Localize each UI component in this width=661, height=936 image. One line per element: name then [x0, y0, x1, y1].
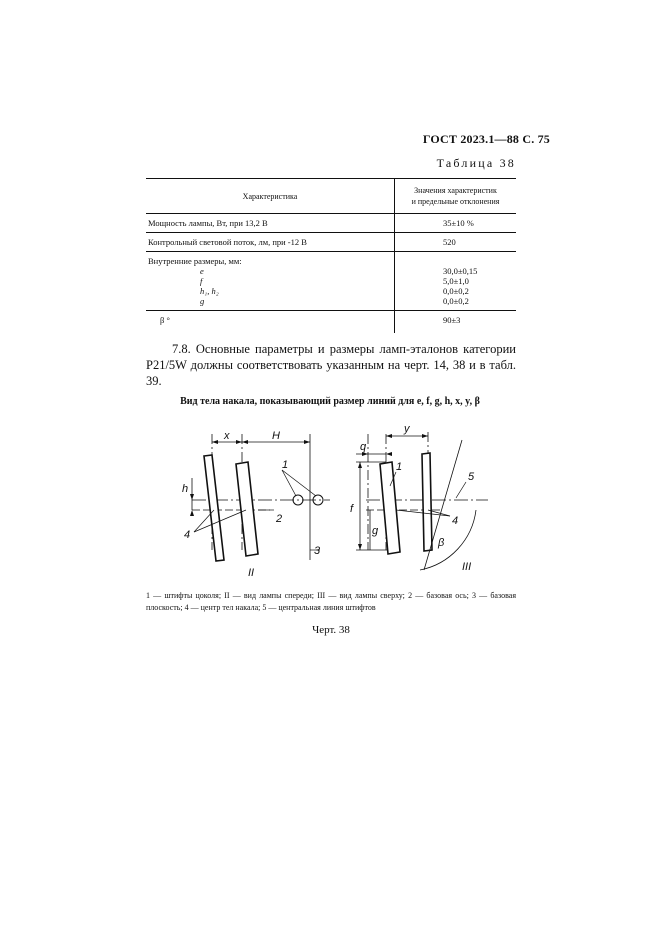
row-value: 520 — [395, 233, 517, 252]
table-row-dimensions — [146, 252, 516, 311]
label-h: h — [182, 483, 189, 495]
filament-body-3 — [380, 461, 403, 554]
row-value — [395, 252, 517, 311]
column-header-values-line1: Значения характеристик — [414, 186, 497, 195]
table-header-row — [146, 179, 516, 214]
figure-caption: Черт. 38 — [312, 624, 350, 636]
label-H: H — [272, 430, 280, 442]
label-4: 4 — [184, 529, 191, 541]
dim-symbol-f: f — [200, 276, 203, 286]
paragraph-text: 7.8. Основные параметры и размеры ламп-эталонов категории P21/5W должны соответствовать указанным на черт. 14, 38 и в табл. 39. — [146, 342, 516, 388]
paragraph-7-8 — [146, 341, 516, 389]
label-1: 1 — [396, 461, 403, 473]
figure-title: Вид тела накала, показывающий размер линий для e, f, g, h, x, y, β — [180, 396, 480, 407]
label-2: 2 — [276, 513, 283, 525]
leader-1 — [282, 470, 296, 496]
dim-value-f: 5,0±1,0 — [443, 276, 469, 286]
row-value: 35±10 % — [395, 214, 517, 233]
data-table — [146, 178, 516, 333]
column-header-values — [395, 179, 517, 214]
leader-5 — [456, 482, 466, 498]
label-x: x — [224, 430, 230, 442]
row-name: β ° — [146, 311, 395, 334]
label-5: 5 — [468, 471, 475, 483]
label-view-II: II — [248, 567, 255, 579]
table-label: Таблица 38 — [436, 156, 516, 170]
figure-legend: 1 — штифты цоколя; II — вид лампы спереди; III — вид лампы сверху; 2 — базовая ось; 3 — базовая плоскость; 4 — центр тел накала; 5 — центральная линия штифтов — [146, 591, 516, 612]
column-header-values-line2: и предельные отклонения — [411, 197, 500, 206]
label-y: y — [404, 423, 410, 435]
dim-value-g: 0,0±0,2 — [443, 296, 469, 306]
dim-value-e: 30,0±0,15 — [443, 266, 478, 276]
technical-drawing — [170, 420, 500, 585]
table-row — [146, 311, 516, 334]
filament-body-2 — [236, 462, 258, 556]
table-row — [146, 233, 516, 252]
dim-symbol-g: g — [200, 296, 205, 306]
row-name: Контрольный световой поток, лм, при -12 В — [146, 233, 395, 252]
dim-value-h: 0,0±0,2 — [443, 286, 469, 296]
label-view-III: III — [462, 561, 472, 573]
dim-symbol-h: h₁, h₂ — [200, 286, 219, 296]
label-g: g — [372, 525, 379, 537]
label-beta: β — [438, 537, 445, 549]
table-row — [146, 214, 516, 233]
dim-symbol-e: e — [200, 266, 204, 276]
row-name: Мощность лампы, Вт, при 13,2 В — [146, 214, 395, 233]
page-header: ГОСТ 2023.1—88 С. 75 — [422, 132, 550, 146]
label-1: 1 — [282, 459, 289, 471]
dims-title: Внутренние размеры, мм: — [148, 256, 242, 266]
label-q: q — [360, 441, 367, 453]
column-header-characteristic: Характеристика — [146, 179, 395, 214]
filament-body-4 — [422, 453, 432, 551]
filament-body-1 — [204, 455, 224, 561]
label-3: 3 — [314, 545, 321, 557]
arrow — [362, 434, 428, 456]
row-name — [146, 252, 395, 311]
label-4: 4 — [452, 515, 459, 527]
leader-1 — [282, 470, 316, 496]
row-value: 90±3 — [443, 315, 461, 325]
label-f: f — [350, 503, 354, 515]
